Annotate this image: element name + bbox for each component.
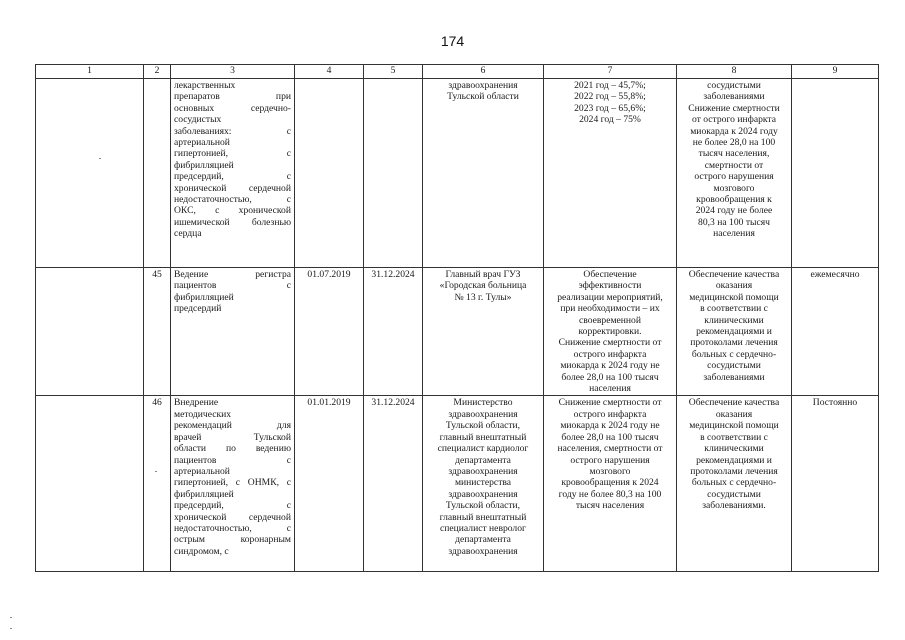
cell-text-line: острого нарушения	[694, 171, 774, 183]
cell-text-line: острого инфаркта	[573, 408, 647, 420]
cell-text-line: клиническими	[704, 314, 764, 326]
cell-text-line: препаратов при	[174, 91, 291, 103]
cell-text-line: специалист невролог	[440, 522, 526, 534]
cell-text-line: населения	[713, 228, 755, 240]
cell-text-line: более 28,0 на 100 тысяч	[561, 371, 659, 383]
cell-text-line: здравоохранения	[448, 465, 518, 477]
cell-end-date	[364, 79, 423, 268]
measures-table	[35, 64, 879, 572]
cell-text-line: Обеспечение	[583, 269, 637, 280]
cell-end-date: 31.12.2024	[364, 268, 423, 396]
cell-text-line: населения, смертности от	[557, 443, 663, 455]
cell-number	[144, 79, 171, 268]
cell-text-line: медицинской помощи	[689, 420, 779, 432]
cell-outcome	[677, 268, 792, 396]
cell-text-line: Снижение смертности	[688, 102, 780, 114]
cell-text-line: пациентов с	[174, 280, 291, 292]
header-cell-1: 1	[36, 65, 144, 79]
cell-result	[544, 396, 677, 572]
table-row	[36, 396, 879, 572]
cell-text-line: тысяч населения,	[698, 148, 770, 160]
cell-text-line: клиническими	[704, 443, 764, 455]
cell-text-line: рекомендациями и	[696, 326, 772, 338]
cell-text-line: департамента	[455, 534, 511, 546]
scan-speck	[155, 471, 157, 472]
cell-text-line: «Городская больница	[439, 280, 527, 292]
cell-text-line: сердца	[174, 228, 202, 240]
cell-text-line: здравоохранения	[448, 80, 518, 91]
cell-text-line: кровообращения к 2024	[561, 477, 659, 489]
cell-text-line: фибрилляцией	[174, 159, 234, 171]
cell-number: 46	[144, 396, 171, 572]
cell-text-line: синдромом, с	[174, 545, 229, 557]
cell-text-line: более 28,0 на 100 тысяч	[561, 431, 659, 443]
cell-text-line: Ведение регистра	[174, 269, 291, 280]
cell-text-line: здравоохранения	[448, 488, 518, 500]
cell-text-line: заболеваниях: с	[174, 125, 291, 137]
cell-text-line: артериальной	[174, 137, 230, 149]
cell-text-line: протоколами лечения	[690, 465, 778, 477]
cell-text-line: департамента	[455, 454, 511, 466]
cell-measure	[171, 396, 295, 572]
cell-text-line: сосудистыми	[707, 80, 761, 91]
cell-text-line: больных с сердечно-	[691, 477, 777, 489]
cell-text-line: 2024 году не более	[695, 205, 773, 217]
cell-outcome	[677, 396, 792, 572]
scan-speck	[10, 628, 12, 629]
table-row	[36, 268, 879, 396]
cell-text-line: 80,3 на 100 тысяч	[698, 216, 770, 228]
cell-frequency	[792, 79, 879, 268]
cell-text-line: медицинской помощи	[689, 291, 779, 303]
cell-text-line: лекарственных	[174, 80, 236, 91]
cell-text-line: в соответствии с	[700, 303, 768, 315]
cell-text-line: специалист кардиолог	[437, 443, 529, 455]
cell-text-line: заболеваниями	[703, 91, 765, 103]
cell-text-line: заболеваниями.	[702, 500, 766, 512]
cell-text-line: кровообращения к	[696, 194, 772, 206]
cell-text-line: главный внештатный	[439, 431, 527, 443]
cell-result	[544, 79, 677, 268]
cell-text-line: мозгового	[713, 182, 755, 194]
cell-text-line: предсердий, с	[174, 500, 291, 512]
cell-text-line: сосудистыми	[707, 360, 761, 372]
cell-responsible	[423, 79, 544, 268]
cell-text-line: сосудистых	[174, 114, 222, 126]
header-cell-5: 5	[364, 65, 423, 79]
cell-text-line: пациентов с	[174, 454, 291, 466]
cell-text-line: Обеспечение качества	[688, 397, 780, 409]
header-cell-7: 7	[544, 65, 677, 79]
cell-text-line: сосудистыми	[707, 488, 761, 500]
cell-text-line: больных с сердечно-	[691, 348, 777, 360]
cell-text-line: рекомендаций для	[174, 420, 291, 432]
cell-text-line: корректировки.	[578, 326, 642, 338]
cell-text-line: фибрилляцией	[174, 488, 234, 500]
cell-measure	[171, 268, 295, 396]
cell-text-line: ишемической болезнью	[174, 216, 291, 228]
cell-text-line: своевременной	[578, 314, 641, 326]
header-cell-2: 2	[144, 65, 171, 79]
cell-number: 45	[144, 268, 171, 396]
cell-text-line: эффективности	[578, 280, 642, 292]
cell-frequency: Постоянно	[792, 396, 879, 572]
cell-col1	[36, 268, 144, 396]
cell-text-line: оказания	[715, 408, 753, 420]
cell-text-line: острого инфаркта	[573, 348, 647, 360]
cell-text-line: от острого инфаркта	[692, 114, 776, 126]
cell-responsible	[423, 268, 544, 396]
scan-speck	[99, 158, 101, 159]
cell-text-line: Снижение смертности от	[558, 337, 662, 349]
cell-text-line: Снижение смертности от	[558, 397, 662, 409]
cell-text-line: оказания	[715, 280, 753, 292]
cell-text-line: Обеспечение качества	[688, 269, 780, 280]
cell-text-line: министерства	[454, 477, 512, 489]
cell-text-line: недостаточностью, с	[174, 522, 291, 534]
cell-text-line: при необходимости – их	[560, 303, 660, 315]
cell-text-line: Тульской области,	[445, 500, 521, 512]
header-cell-6: 6	[423, 65, 544, 79]
header-cell-9: 9	[792, 65, 879, 79]
page-number: 174	[440, 33, 465, 49]
cell-text-line: острого нарушения	[570, 454, 650, 466]
cell-text-line: артериальной	[174, 465, 230, 477]
cell-text-line: основных сердечно-	[174, 102, 291, 114]
cell-text-line: смертности от	[704, 159, 764, 171]
cell-text-line: миокарда к 2024 году не	[560, 360, 660, 372]
header-cell-8: 8	[677, 65, 792, 79]
cell-result	[544, 268, 677, 396]
cell-responsible	[423, 396, 544, 572]
header-cell-4: 4	[295, 65, 364, 79]
cell-text-line: области по ведению	[174, 443, 291, 455]
cell-text-line: 2022 год – 55,8%;	[574, 91, 646, 103]
cell-col1	[36, 79, 144, 268]
cell-text-line: мозгового	[589, 465, 631, 477]
cell-text-line: гипертонией, с ОНМК, с	[174, 477, 291, 489]
cell-text-line: здравоохранения	[448, 408, 518, 420]
cell-text-line: ОКС, с хронической	[174, 205, 291, 217]
cell-text-line: предсердий, с	[174, 171, 291, 183]
cell-measure	[171, 79, 295, 268]
cell-text-line: не более 28,0 на 100	[692, 137, 776, 149]
cell-text-line: Тульской области,	[445, 420, 521, 432]
cell-start-date	[295, 79, 364, 268]
cell-text-line: заболеваниями	[703, 371, 765, 383]
cell-text-line: 2021 год – 45,7%;	[574, 80, 646, 91]
cell-outcome	[677, 79, 792, 268]
cell-text-line: главный внештатный	[439, 511, 527, 523]
cell-text-line: населения	[589, 383, 631, 395]
cell-start-date: 01.07.2019	[295, 268, 364, 396]
cell-text-line: протоколами лечения	[690, 337, 778, 349]
cell-text-line: гипертонией, с	[174, 148, 291, 160]
cell-frequency: ежемесячно	[792, 268, 879, 396]
cell-text-line: Министерство	[453, 397, 513, 409]
cell-text-line: недостаточностью, с	[174, 194, 291, 206]
cell-text-line: фибрилляцией	[174, 291, 234, 303]
cell-text-line: хронической сердечной	[174, 182, 291, 194]
cell-text-line: острым коронарным	[174, 534, 291, 546]
cell-text-line: врачей Тульской	[174, 431, 291, 443]
cell-text-line: миокарда к 2024 году не	[560, 420, 660, 432]
cell-col1	[36, 396, 144, 572]
cell-text-line: году не более 80,3 на 100	[558, 488, 662, 500]
cell-text-line: методических	[174, 408, 232, 420]
scan-speck	[10, 617, 12, 618]
header-cell-3: 3	[171, 65, 295, 79]
cell-text-line: тысяч населения	[575, 500, 645, 512]
cell-text-line: Тульской области	[447, 91, 519, 103]
cell-text-line: № 13 г. Тулы»	[454, 291, 512, 303]
cell-text-line: 2023 год – 65,6%;	[574, 102, 646, 114]
table-row	[36, 79, 879, 268]
cell-text-line: хронической сердечной	[174, 511, 291, 523]
cell-text-line: 2024 год – 75%	[579, 114, 641, 126]
cell-end-date: 31.12.2024	[364, 396, 423, 572]
cell-text-line: Внедрение	[174, 397, 219, 409]
cell-text-line: миокарда к 2024 году	[690, 125, 778, 137]
cell-text-line: Главный врач ГУЗ	[445, 269, 521, 280]
cell-text-line: здравоохранения	[448, 545, 518, 557]
cell-text-line: предсердий	[174, 303, 222, 315]
cell-text-line: рекомендациями и	[696, 454, 772, 466]
cell-text-line: в соответствии с	[700, 431, 768, 443]
cell-start-date: 01.01.2019	[295, 396, 364, 572]
cell-text-line: реализации мероприятий,	[557, 291, 663, 303]
table-header-row	[36, 65, 879, 79]
